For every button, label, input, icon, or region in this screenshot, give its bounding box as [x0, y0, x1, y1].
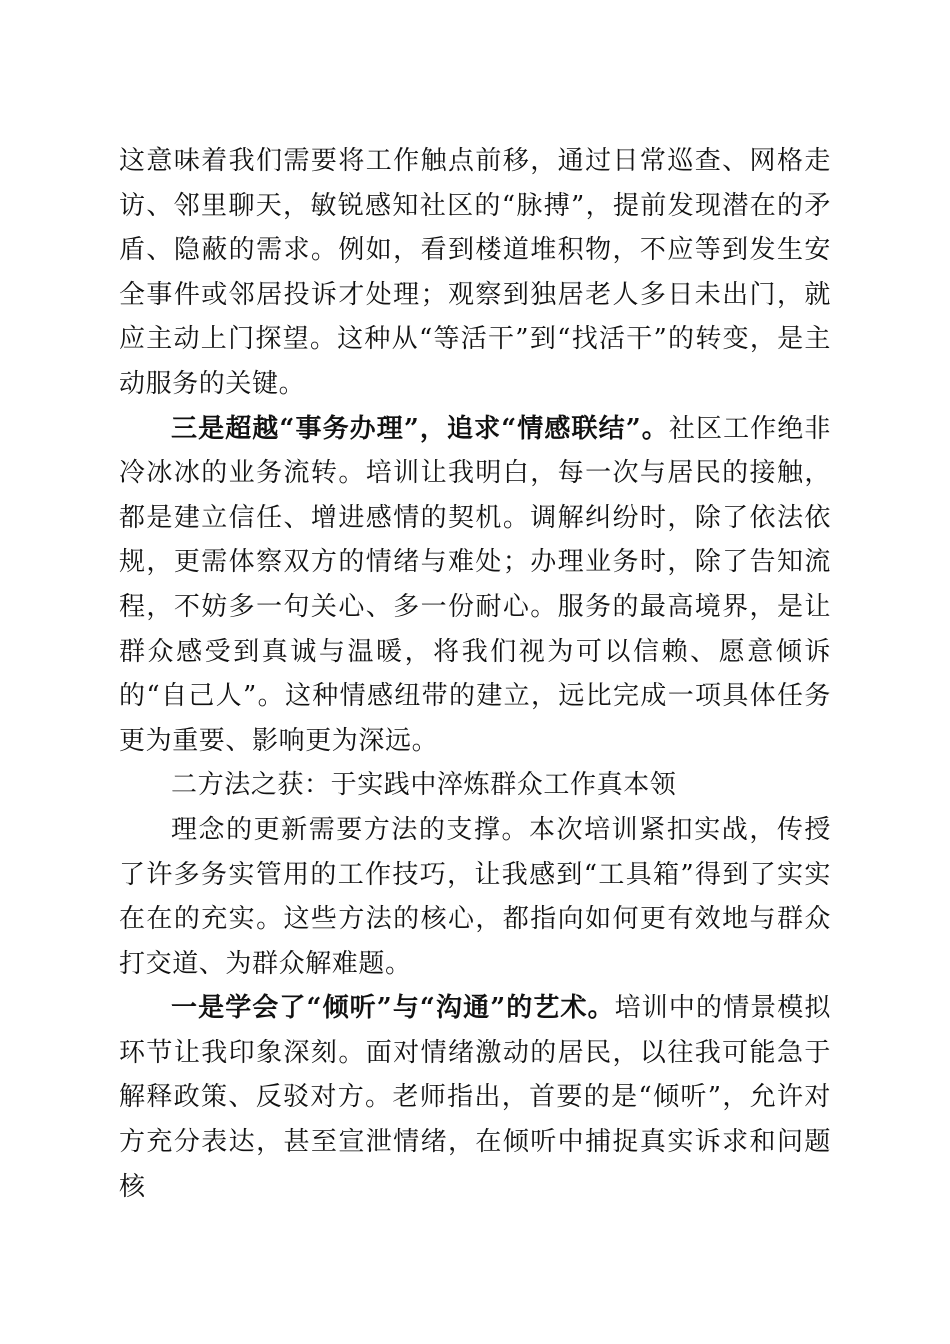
paragraph-text: 理念的更新需要方法的支撑。本次培训紧扣实战，传授了许多务实管用的工作技巧，让我感到“工具箱”得到了实实在在的充实。这些方法的核心，都指向如何更有效地与群众打交道、为群众解难题。 [119, 814, 831, 979]
paragraph-listening-communication [119, 986, 831, 1209]
document-body [119, 139, 831, 1209]
paragraph-lead-heading: 一是学会了“倾听”与“沟通”的艺术。 [171, 993, 615, 1024]
paragraph-text: 这意味着我们需要将工作触点前移，通过日常巡查、网格走访、邻里聊天，敏锐感知社区的“脉搏”，提前发现潜在的矛盾、隐蔽的需求。例如，看到楼道堆积物，不应等到发生安全事件或邻居投诉才处理；观察到独居老人多日未出门，就应主动上门探望。这种从“等活干”到“找活干”的转变，是主动服务的关键。 [119, 146, 831, 399]
paragraph-text: 社区工作绝非冷冰冰的业务流转。培训让我明白，每一次与居民的接触，都是建立信任、增进感情的契机。调解纠纷时，除了依法依规，更需体察双方的情绪与难处；办理业务时，除了告知流程，不妨多一句关心、多一份耐心。服务的最高境界，是让群众感受到真诚与温暖，将我们视为可以信赖、愿意倾诉的“自己人”。这种情感纽带的建立，远比完成一项具体任务更为重要、影响更为深远。 [119, 413, 831, 756]
paragraph-continuation [119, 139, 831, 407]
paragraph-lead-heading: 三是超越“事务办理”，追求“情感联结”。 [171, 413, 669, 444]
section-heading-text: 二方法之获：于实践中淬炼群众工作真本领 [171, 770, 677, 801]
section-heading-method [119, 763, 831, 808]
paragraph-emotional-connection [119, 407, 831, 764]
paragraph-text: 培训中的情景模拟环节让我印象深刻。面对情绪激动的居民，以往我可能急于解释政策、反驳对方。老师指出，首要的是“倾听”，允许对方充分表达，甚至宣泄情绪，在倾听中捕捉真实诉求和问题核 [119, 993, 831, 1202]
paragraph-method-intro [119, 808, 831, 986]
